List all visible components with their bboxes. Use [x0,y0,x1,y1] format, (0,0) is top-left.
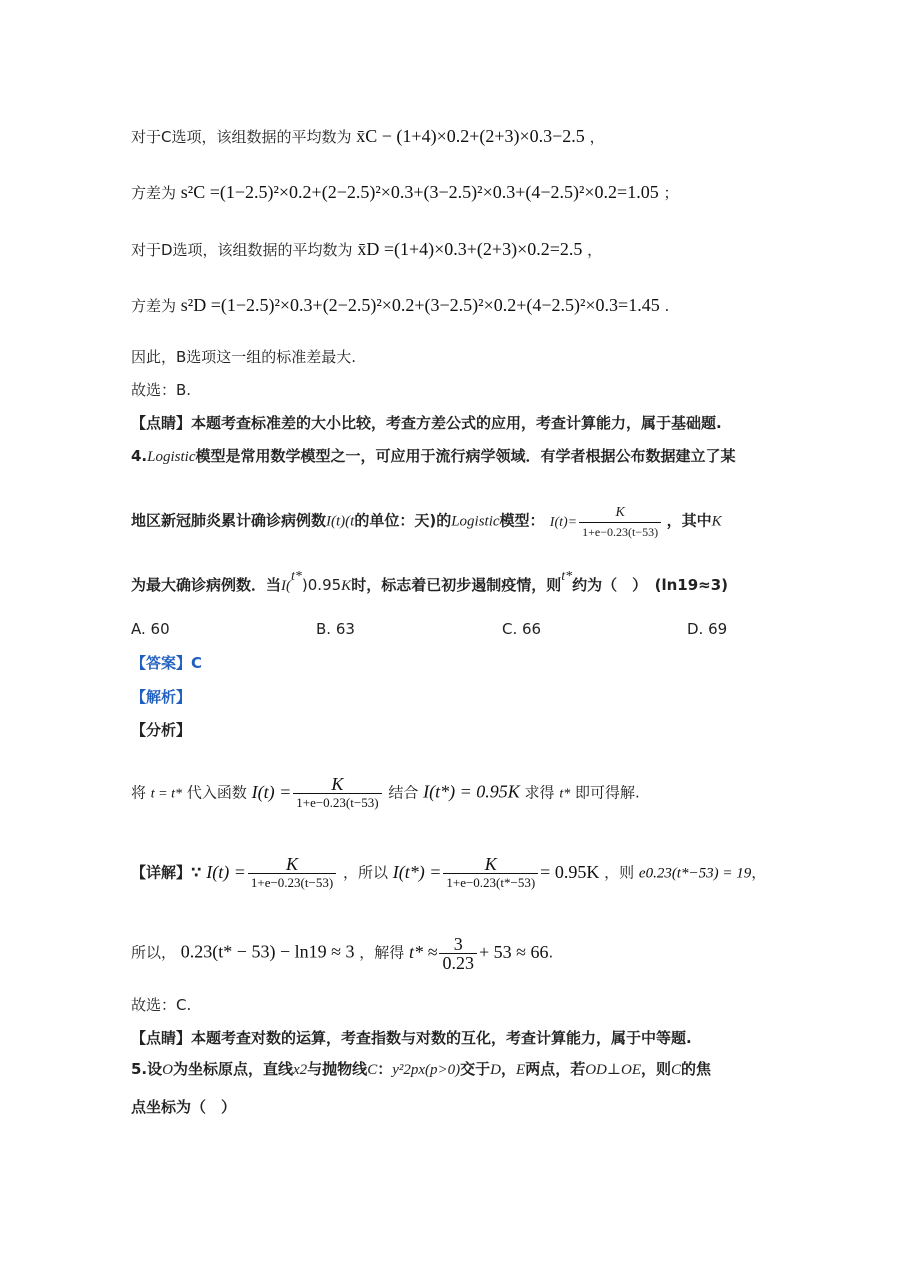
d-variance-line [131,294,819,317]
q4-line3-b: )0.95 [301,576,342,594]
q4-model-den: 1+e−0.23(t−53) [579,522,661,541]
q5-perp: OD⊥OE [585,1062,641,1078]
option-d: D. 69 [687,620,728,638]
fenxi-line [131,775,819,812]
d-var-end: . [664,297,670,315]
xj-c: ， [751,863,767,882]
q5-eq: y²2px(p>0) [392,1062,461,1078]
sy-f2-den: 0.23 [439,953,477,972]
c-mean-formula: x̄C − (1+4)×0.2+(2+3)×0.3−2.5 [356,126,585,146]
fenxi-f4: t* [559,786,571,802]
q4-stem-line2 [131,504,819,541]
q5-b: 为坐标原点，直线 [172,1060,293,1078]
sy-a: ，解得 [359,943,405,962]
q4-stem-line3 [131,569,819,598]
d-var-prefix: 方差为 [131,297,177,315]
q5-c2: C [671,1062,682,1078]
d-mean-end: ， [587,241,603,259]
c-var-formula: s²C =(1−2.5)²×0.2+(2−2.5)²×0.3+(3−2.5)²×0.3+(4−2.5)²×0.2=1.05 [180,182,659,202]
comment-q3: 【点睛】本题考查标准差的大小比较，考查方差公式的应用，考查计算能力，属于基础题. [131,414,722,432]
xj-f3: e0.23(t*−53) = 19 [638,865,752,882]
q4-line2-it: I(t)(t [326,513,355,530]
q4-model-formula [549,505,667,539]
xiangjie-line [131,855,819,892]
xj-f2-num: K [484,854,497,874]
suoyi-label: 所以， [131,943,177,962]
analysis-label: 【解析】 [131,688,192,706]
q4-line3-k: K [341,578,352,594]
conclusion-text: 因此，B选项这一组的标准差最大. [131,348,357,366]
fenxi-label: 【分析】 [131,721,192,739]
q4-model-lhs: I(t)= [549,514,578,530]
q4-model-num: K [615,505,625,520]
q5-ee: E [516,1062,526,1078]
xj-a: ，所以 [342,863,388,882]
suoyi-line [131,935,819,972]
c-mean-line [131,125,819,148]
fenxi-f1: t = t* [150,786,183,802]
fenxi-d: 求得 [524,783,555,802]
c-var-prefix: 方差为 [131,184,177,202]
choose-c-text: 故选：C. [131,996,192,1014]
sy-f2-lhs: t* ≈ [409,941,438,962]
q5-o: O [162,1062,173,1078]
fenxi-f3: I(t*) = 0.95K [423,781,520,802]
xiangjie-label: 【详解】∵ [131,863,202,882]
c-mean-end: ， [589,128,605,146]
sy-end: . [548,943,554,962]
comment-q4: 【点睛】本题考查对数的运算，考查指数与对数的互化，考查计算能力，属于中等题. [131,1029,692,1047]
c-mean-prefix: 对于C选项，该组数据的平均数为 [131,128,352,146]
option-a: A. 60 [131,620,170,638]
q4-line2-c: 模型： [499,511,545,530]
xj-b: ，则 [604,863,635,882]
fenxi-f2-lhs: I(t) = [251,781,292,802]
q4-logistic-1: Logistic [147,449,196,465]
xj-f2-rhs: = 0.95K [540,861,600,882]
q5-e: 交于 [460,1060,491,1078]
sy-f2-num: 3 [453,934,463,954]
fenxi-c: 结合 [388,783,419,802]
q4-line1-rest: 模型是常用数学模型之一，可应用于流行病学领域．有学者根据公布数据建立了某 [195,447,736,465]
q5-a: 5.设 [131,1060,163,1078]
fenxi-f2-num: K [331,774,344,794]
q4-line2-k: K [711,513,722,530]
q5-x2: x2 [293,1062,308,1078]
q5-stem-line2: 点坐标为（ ） [131,1098,237,1116]
q4-line3-c: 时，标志着已初步遏制疫情，则 [351,576,562,594]
q5-dd: D [490,1062,502,1078]
q4-line3-i: I( [281,578,292,594]
q4-logistic-2: Logistic [451,513,500,530]
sy-f2-rhs: + 53 ≈ 66 [478,941,549,962]
xj-f1-lhs: I(t) = [206,861,246,882]
d-mean-prefix: 对于D选项，该组数据的平均数为 [131,241,353,259]
q4-number: 4. [131,447,148,465]
q5-f: ， [501,1060,517,1078]
q5-d: ： [377,1060,393,1078]
q5-cc: C [367,1062,378,1078]
c-var-end: ； [663,184,679,202]
d-mean-formula: x̄D =(1+4)×0.3+(2+3)×0.2=2.5 [357,239,583,259]
xj-f1-den: 1+e−0.23(t−53) [248,873,336,892]
q5-stem-line1 [131,1058,819,1081]
xj-f1-num: K [286,854,299,874]
q5-i: 的焦 [681,1060,712,1078]
q4-line3-tstar2: t* [561,569,573,584]
q4-line3-a: 为最大确诊病例数．当 [131,576,282,594]
q5-g: 两点，若 [525,1060,586,1078]
q5-h: ，则 [641,1060,672,1078]
fenxi-a: 将 [131,783,147,802]
option-b: B. 63 [316,620,355,638]
xj-f2-den: 1+e−0.23(t*−53) [443,873,538,892]
xj-f2-lhs: I(t*) = [392,861,442,882]
d-mean-line [131,238,819,261]
q4-line2-b: 的单位：天)的 [354,511,452,530]
sy-f1: 0.23(t* − 53) − ln19 ≈ 3 [180,941,355,962]
option-c: C. 66 [502,620,542,638]
fenxi-f2-den: 1+e−0.23(t−53) [293,793,381,812]
q4-line2-d: ，其中 [666,511,712,530]
q4-line3-tstar: t* [291,569,302,584]
d-var-formula: s²D =(1−2.5)²×0.3+(2−2.5)²×0.2+(3−2.5)²×0.2+(4−2.5)²×0.3=1.45 [180,295,660,315]
fenxi-b: 代入函数 [186,783,247,802]
q4-line2-a: 地区新冠肺炎累计确诊病例数 [131,511,327,530]
q4-line3-d: 约为（ ） (ln19≈3) [572,576,729,594]
q4-stem-line1 [131,445,819,468]
fenxi-e: 即可得解. [575,783,640,802]
answer-label: 【答案】C [131,654,203,672]
q5-c: 与抛物线 [307,1060,368,1078]
choose-b-text: 故选：B. [131,381,192,399]
c-variance-line [131,181,819,204]
